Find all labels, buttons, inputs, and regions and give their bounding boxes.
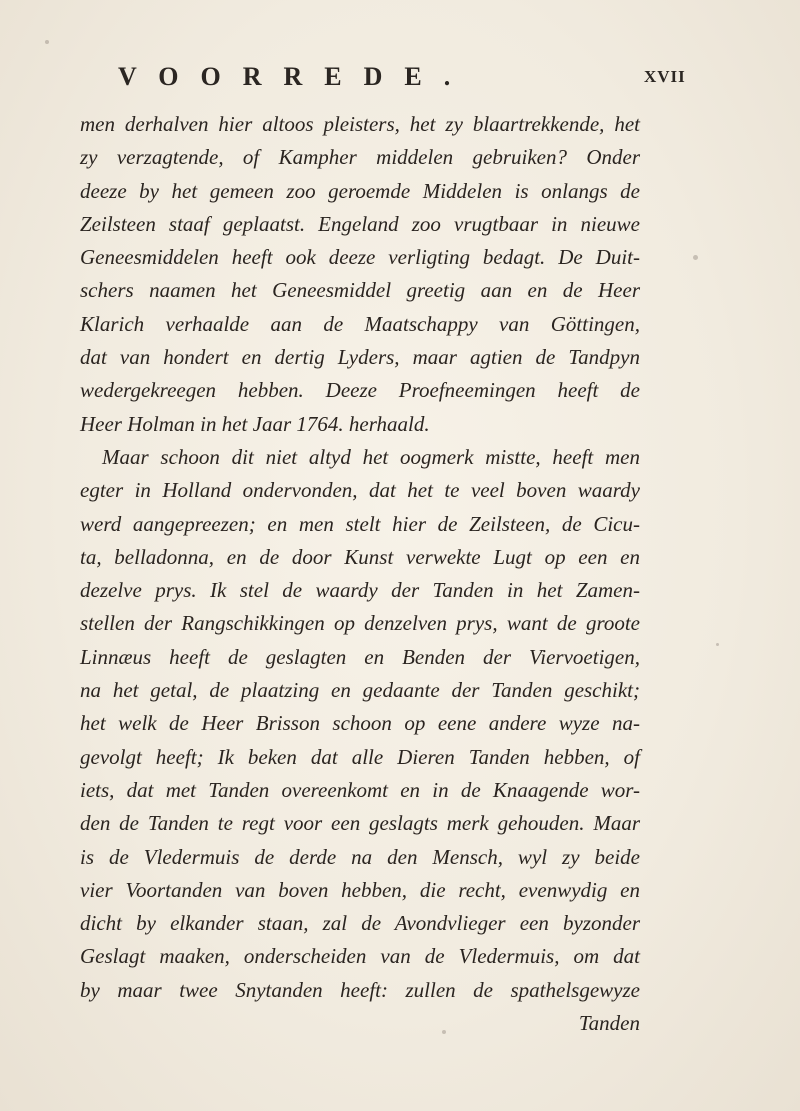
text-line: werd aangepreezen; en men stelt hier de Zeilsteen, de Cicu- (80, 511, 640, 536)
text-line: by maar twee Snytanden heeft: zullen de spathelsgewyze (80, 977, 640, 1002)
text-line: egter in Holland ondervonden, dat het te veel boven waardy (80, 478, 640, 503)
text-line: Geslagt maaken, onderscheiden van de Vledermuis, om dat (80, 944, 640, 969)
paper-speck (716, 643, 719, 646)
text-line: dicht by elkander staan, zal de Avondvlieger een byzonder (80, 911, 640, 936)
catchword: Tanden (578, 1011, 640, 1036)
running-head: VOORREDE. (118, 62, 473, 91)
text-line: na het getal, de plaatzing en gedaante der Tanden geschikt; (80, 678, 640, 703)
paper-speck (45, 40, 49, 44)
page-header (0, 62, 800, 102)
text-line: Maar schoon dit niet altyd het oogmerk mistte, heeft men (102, 444, 640, 469)
text-line: dezelve prys. Ik stel de waardy der Tanden in het Zamen- (80, 578, 640, 603)
text-line: Geneesmiddelen heeft ook deeze verligting bedagt. De Duit- (80, 245, 640, 270)
paper-speck (442, 1030, 446, 1034)
page-number: XVII (644, 67, 686, 86)
paper-speck (693, 255, 698, 260)
text-line: deeze by het gemeen zoo geroemde Middelen is onlangs de (80, 178, 640, 203)
text-line: het welk de Heer Brisson schoon op eene andere wyze na- (80, 711, 640, 736)
text-line: Klarich verhaalde aan de Maatschappy van Göttingen, (80, 311, 640, 336)
text-line: Zeilsteen staaf geplaatst. Engeland zoo vrugtbaar in nieuwe (80, 211, 640, 236)
text-line: men derhalven hier altoos pleisters, het zy blaartrekkende, het (80, 112, 640, 136)
text-line: den de Tanden te regt voor een geslagts merk gehouden. Maar (80, 811, 640, 836)
text-line: stellen der Rangschikkingen op denzelven prys, want de groote (80, 611, 640, 636)
text-line: vier Voortanden van boven hebben, die recht, evenwydig en (80, 877, 640, 902)
text-line: dat van hondert en dertig Lyders, maar agtien de Tandpyn (80, 345, 640, 370)
body-text (80, 108, 640, 1040)
text-line: gevolgt heeft; Ik beken dat alle Dieren Tanden hebben, of (80, 744, 640, 769)
text-line: wedergekreegen hebben. Deeze Proefneemingen heeft de (80, 378, 640, 403)
text-line: schers naamen het Geneesmiddel greetig aan en de Heer (80, 278, 640, 303)
text-line: zy verzagtende, of Kampher middelen gebruiken? Onder (80, 145, 640, 170)
text-line: iets, dat met Tanden overeenkomt en in de Knaagende wor- (80, 777, 640, 802)
text-line: ta, belladonna, en de door Kunst verwekte Lugt op een en (80, 544, 640, 569)
text-line: Heer Holman in het Jaar 1764. herhaald. (80, 411, 430, 436)
text-line: Linnæus heeft de geslagten en Benden der Viervoetigen, (80, 644, 640, 669)
text-line: is de Vledermuis de derde na den Mensch, wyl zy beide (80, 844, 640, 869)
